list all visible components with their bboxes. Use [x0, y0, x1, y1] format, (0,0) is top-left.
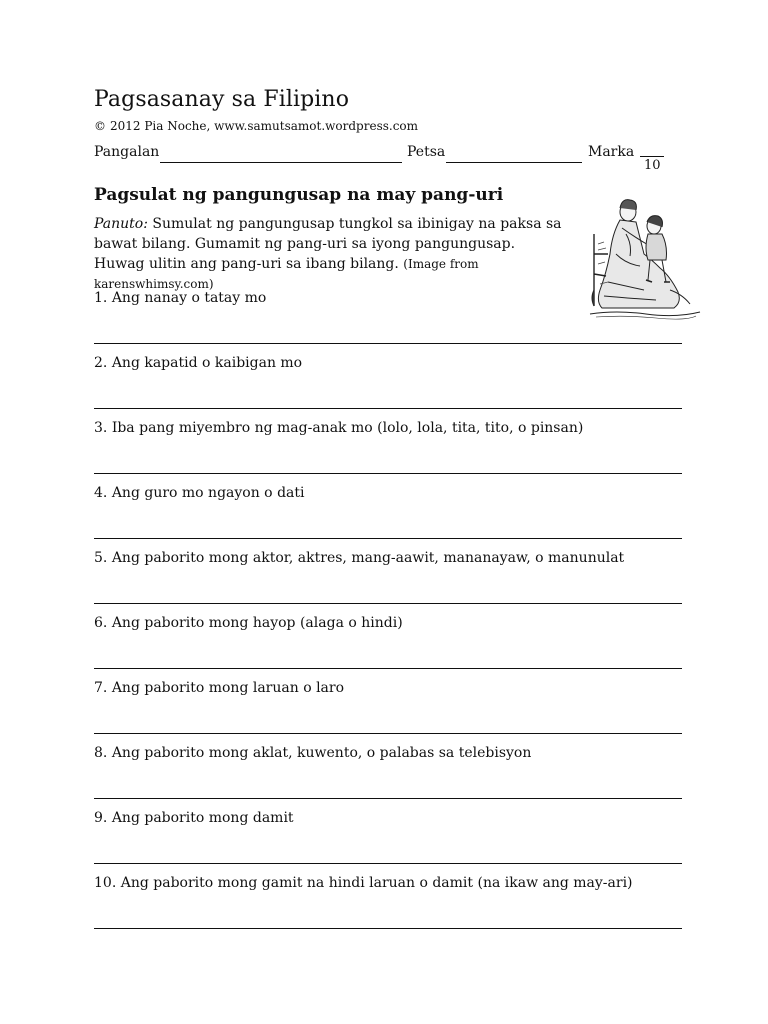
- question-text: Iba pang miyembro ng mag-anak mo (lolo, lola, tita, tito, o pinsan): [111, 420, 584, 436]
- score-total: 10: [644, 158, 661, 173]
- worksheet-title: Pagsasanay sa Filipino: [94, 87, 350, 112]
- question-prompt: [94, 419, 682, 437]
- question-text: Ang guro mo ngayon o dati: [111, 485, 305, 501]
- question-item: [94, 549, 682, 614]
- question-text: Ang paborito mong aklat, kuwento, o palabas sa telebisyon: [111, 745, 532, 761]
- question-item: [94, 354, 682, 419]
- question-text: Ang paborito mong laruan o laro: [111, 680, 345, 696]
- question-number: 5.: [94, 550, 108, 566]
- instructions-text: [94, 214, 564, 294]
- question-prompt: [94, 744, 682, 762]
- question-prompt: [94, 679, 682, 697]
- date-label: Petsa: [407, 144, 446, 160]
- answer-line[interactable]: [94, 538, 682, 539]
- question-prompt: [94, 549, 682, 567]
- question-list: [94, 289, 682, 939]
- question-text: Ang paborito mong damit: [111, 810, 294, 826]
- question-item: [94, 744, 682, 809]
- question-number: 7.: [94, 680, 108, 696]
- answer-line[interactable]: [94, 733, 682, 734]
- panuto-label: Panuto:: [94, 216, 148, 232]
- answer-line[interactable]: [94, 603, 682, 604]
- question-text: Ang paborito mong gamit na hindi laruan o damit (na ikaw ang may-ari): [120, 875, 633, 891]
- question-number: 1.: [94, 290, 108, 306]
- question-prompt: [94, 874, 682, 892]
- worksheet-page: [94, 86, 684, 891]
- question-number: 6.: [94, 615, 108, 631]
- question-item: [94, 419, 682, 484]
- copyright-line: [94, 118, 684, 134]
- date-field[interactable]: [446, 162, 582, 163]
- name-label: Pangalan: [94, 144, 160, 160]
- score-field[interactable]: [640, 156, 664, 157]
- question-prompt: [94, 614, 682, 632]
- image-credit: (Image from karenswhimsy.com): [94, 257, 479, 291]
- question-text: Ang paborito mong aktor, aktres, mang-aawit, mananayaw, o manunulat: [111, 550, 625, 566]
- question-item: [94, 484, 682, 549]
- answer-line[interactable]: [94, 343, 682, 344]
- answer-line[interactable]: [94, 863, 682, 864]
- answer-line[interactable]: [94, 408, 682, 409]
- question-number: 2.: [94, 355, 108, 371]
- question-number: 8.: [94, 745, 108, 761]
- question-number: 4.: [94, 485, 108, 501]
- answer-line[interactable]: [94, 928, 682, 929]
- answer-line[interactable]: [94, 473, 682, 474]
- question-item: [94, 679, 682, 744]
- question-item: [94, 614, 682, 679]
- question-number: 10.: [94, 875, 117, 891]
- question-item: [94, 809, 682, 874]
- question-number: 3.: [94, 420, 108, 436]
- student-info-row: [94, 144, 684, 173]
- score-label: Marka: [588, 144, 635, 160]
- question-number: 9.: [94, 810, 108, 826]
- question-prompt: [94, 289, 682, 307]
- copyright-icon: ©: [94, 119, 106, 133]
- question-text: Ang kapatid o kaibigan mo: [111, 355, 303, 371]
- answer-line[interactable]: [94, 798, 682, 799]
- question-text: Ang paborito mong hayop (alaga o hindi): [111, 615, 403, 631]
- question-prompt: [94, 354, 682, 372]
- question-text: Ang nanay o tatay mo: [111, 290, 267, 306]
- question-prompt: [94, 484, 682, 502]
- question-item: [94, 874, 682, 939]
- section-title: Pagsulat ng pangungusap na may pang-uri: [94, 185, 504, 205]
- answer-line[interactable]: [94, 668, 682, 669]
- question-item: [94, 289, 682, 354]
- instructions-body: Sumulat ng pangungusap tungkol sa ibinigay na paksa sa bawat bilang. Gumamit ng pang-uri sa iyong pangungusap. Huwag ulitin ang pang-uri sa ibang bilang.: [94, 216, 562, 272]
- question-prompt: [94, 809, 682, 827]
- copyright-text: 2012 Pia Noche, www.samutsamot.wordpress.com: [110, 119, 419, 133]
- name-field[interactable]: [160, 162, 402, 163]
